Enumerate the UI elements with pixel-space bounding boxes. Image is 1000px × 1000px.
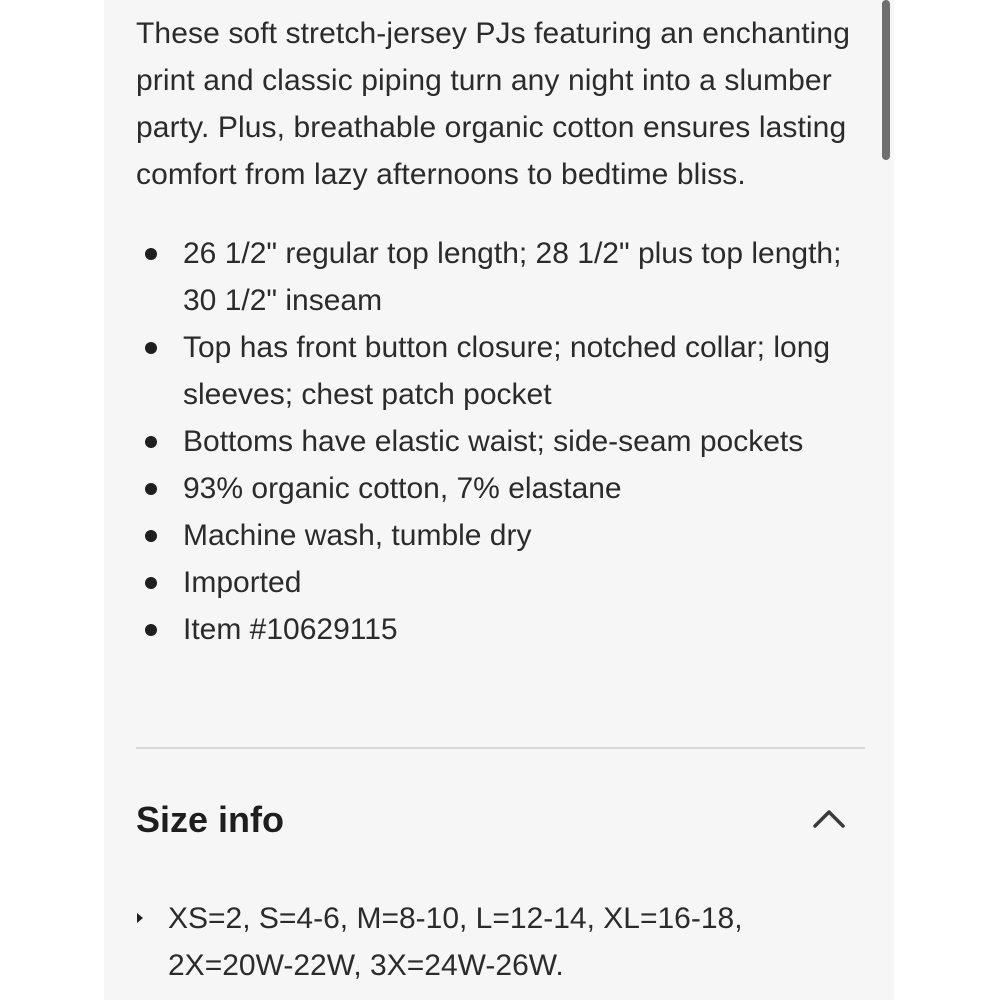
bullet-icon [145,577,157,589]
list-item [136,324,866,418]
feature-list [136,230,866,653]
scrollbar-thumb[interactable] [882,0,890,160]
bullet-icon [145,624,157,636]
list-item [136,465,866,512]
list-item [136,230,866,324]
size-info-accordion-header[interactable] [136,790,865,850]
bullet-icon [145,342,157,354]
bullet-icon [145,530,157,542]
list-item [136,512,866,559]
list-item-text: Imported [183,566,302,599]
bullet-icon [145,248,157,260]
list-item [136,418,866,465]
list-item-text: Top has front button closure; notched collar; long sleeves; chest patch pocket [183,331,831,411]
bullet-icon [145,483,157,495]
section-divider [136,747,865,749]
list-item-text: Item #10629115 [183,613,398,646]
list-item-text: 93% organic cotton, 7% elastane [183,472,622,505]
collapse-button[interactable] [806,798,852,838]
list-item [136,559,866,606]
bullet-icon [145,436,157,448]
product-description: These soft stretch-jersey PJs featuring an enchanting print and classic piping turn any night into a slumber party. Plus, breathable organic cotton ensures lasting comfort from lazy afternoons to bedtime bliss. [136,17,851,191]
list-item [136,606,866,653]
list-item-text: 26 1/2" regular top length; 28 1/2" plus top length; 30 1/2" inseam [183,237,842,317]
size-chart-text: XS=2, S=4-6, M=8-10, L=12-14, XL=16-18, 2X=20W-22W, 3X=24W-26W. [168,902,743,982]
chevron-up-icon [806,798,852,838]
list-item-text: Machine wash, tumble dry [183,519,532,552]
size-info-title: Size info [136,799,285,840]
triangle-bullet-icon [136,911,144,925]
list-item-text: Bottoms have elastic waist; side-seam pockets [183,425,804,458]
